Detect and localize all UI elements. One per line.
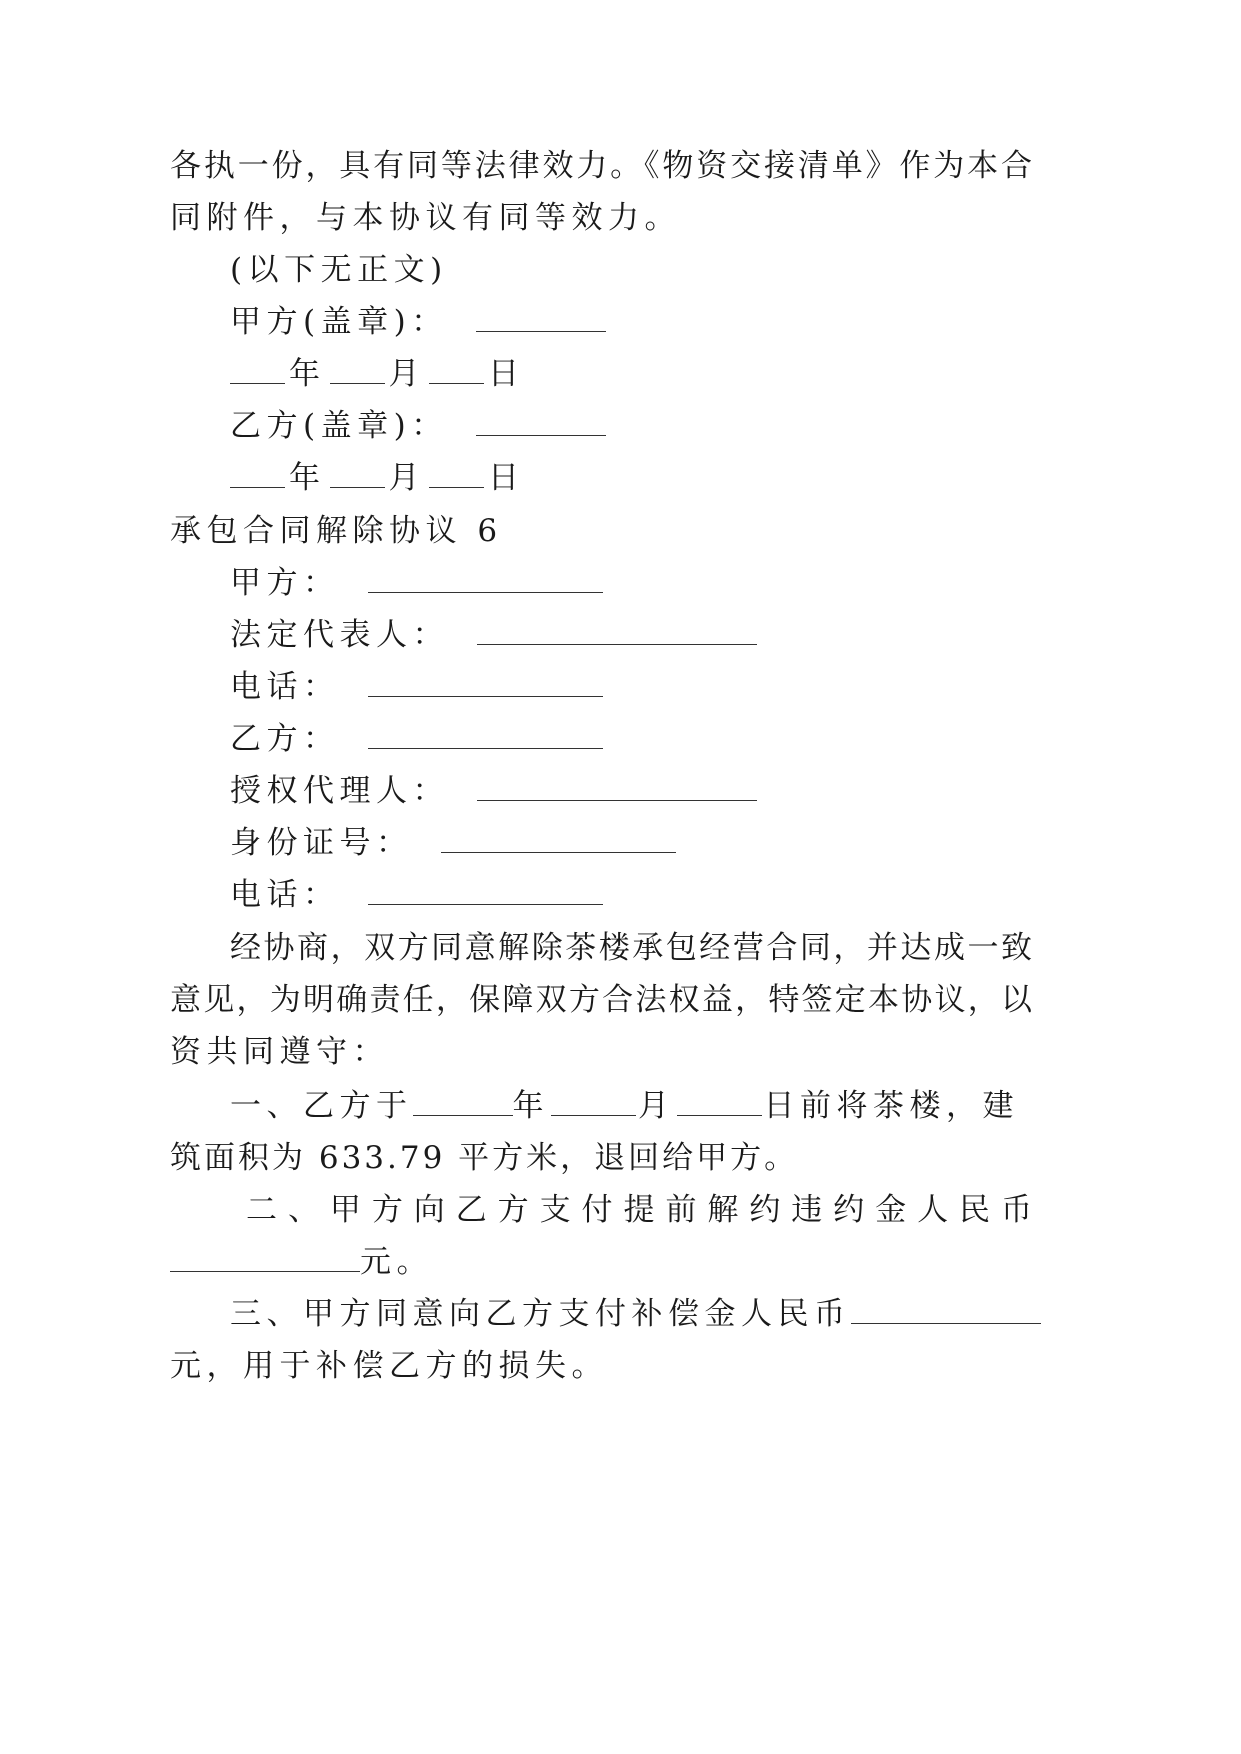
field-label: 身份证号：	[230, 825, 413, 861]
field-label: 甲方：	[230, 565, 340, 601]
field-label: 授权代理人：	[230, 773, 449, 809]
field-blank	[441, 826, 676, 853]
day-blank	[429, 461, 484, 488]
clause-2-line-1: 二、甲方向乙方支付提前解约违约金人民币	[246, 1192, 1032, 1228]
field-party-a	[230, 563, 607, 603]
month-label: 月	[638, 1088, 675, 1124]
clause-1-suffix: 日前将茶楼，建	[763, 1088, 1019, 1124]
date-row-a	[230, 354, 525, 394]
year-blank	[230, 461, 285, 488]
field-blank	[368, 670, 603, 697]
field-phone-a	[230, 667, 607, 707]
field-label: 乙方：	[230, 721, 340, 757]
field-label: 电话：	[230, 877, 340, 913]
month-blank	[330, 357, 385, 384]
party-a-seal-label: 甲方(盖章)：	[230, 304, 448, 340]
year-label: 年	[289, 356, 326, 392]
party-a-seal-row	[230, 302, 610, 342]
field-blank	[368, 722, 603, 749]
intro-line: 经协商，双方同意解除茶楼承包经营合同，并达成一致	[230, 930, 1032, 966]
field-authorized-agent	[230, 771, 761, 811]
field-label: 电话：	[230, 669, 340, 705]
day-label: 日	[488, 356, 525, 392]
amount-blank	[170, 1245, 360, 1272]
month-label: 月	[388, 460, 425, 496]
no-body-note: (以下无正文)	[230, 252, 448, 288]
month-label: 月	[388, 356, 425, 392]
year-blank	[230, 357, 285, 384]
clause-3-text: 三、甲方同意向乙方支付补偿金人民币	[230, 1296, 851, 1332]
clause-1-prefix: 一、乙方于	[230, 1088, 413, 1124]
field-phone-b	[230, 875, 607, 915]
month-blank	[330, 461, 385, 488]
party-b-seal-label: 乙方(盖章)：	[230, 408, 448, 444]
field-party-b	[230, 719, 607, 759]
day-label: 日	[488, 460, 525, 496]
field-blank	[477, 774, 757, 801]
year-label: 年	[289, 460, 326, 496]
month-blank	[551, 1089, 636, 1116]
amount-blank	[851, 1297, 1041, 1324]
currency-unit: 元。	[360, 1244, 433, 1280]
year-blank	[413, 1089, 513, 1116]
section-title: 承包合同解除协议 6	[170, 513, 503, 549]
clause-3-line-1	[230, 1294, 1041, 1334]
clause-3-line-2: 元，用于补偿乙方的损失。	[170, 1348, 608, 1384]
party-a-seal-blank	[476, 305, 606, 332]
day-blank	[429, 357, 484, 384]
clause-2-line-2	[170, 1242, 433, 1282]
field-id-number	[230, 823, 680, 863]
party-b-seal-blank	[476, 409, 606, 436]
intro-line: 意见，为明确责任，保障双方合法权益，特签定本协议，以	[170, 982, 1032, 1018]
clause-1-line-2: 筑面积为 633.79 平方米，退回给甲方。	[170, 1140, 799, 1176]
date-row-b	[230, 458, 525, 498]
field-label: 法定代表人：	[230, 617, 449, 653]
year-label: 年	[512, 1088, 549, 1124]
clause-1-line-1	[230, 1086, 1019, 1126]
intro-line: 资共同遵守：	[170, 1034, 389, 1070]
paragraph-line: 同附件，与本协议有同等效力。	[170, 200, 681, 236]
day-blank	[677, 1089, 762, 1116]
paragraph-line: 各执一份，具有同等法律效力。《物资交接清单》作为本合	[170, 148, 1032, 184]
field-blank	[477, 618, 757, 645]
party-b-seal-row	[230, 406, 610, 446]
field-blank	[368, 878, 603, 905]
field-legal-rep	[230, 615, 761, 655]
field-blank	[368, 566, 603, 593]
